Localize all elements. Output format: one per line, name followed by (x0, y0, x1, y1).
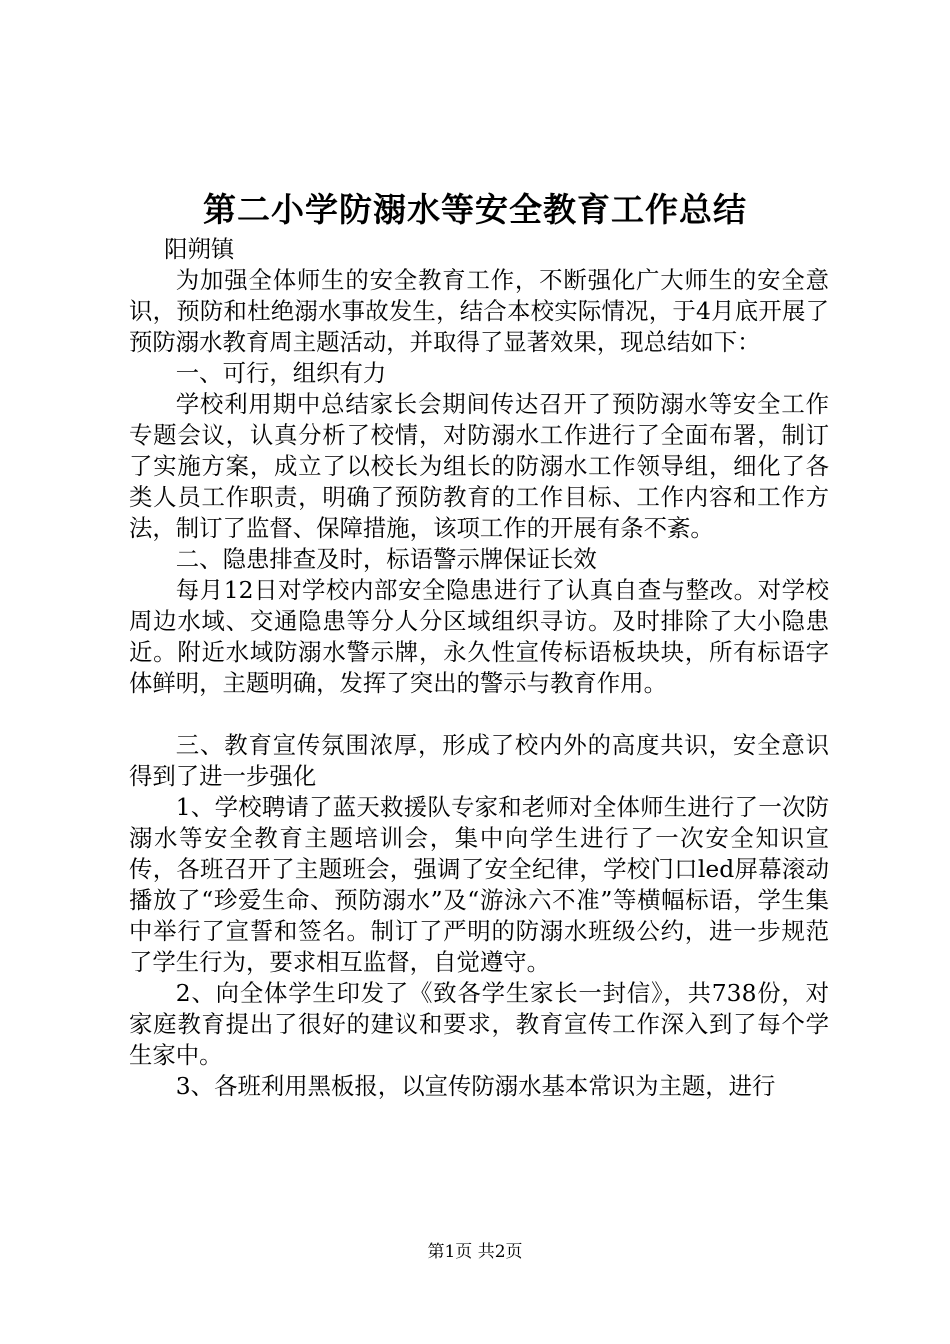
document-body (129, 234, 829, 1102)
section-heading-1: 一、可行，组织有力 (175, 359, 387, 387)
page-number-footer: 第1页 共2页 (427, 1242, 523, 1262)
paragraph-section-2: 每月12日对学校内部安全隐患进行了认真自查与整改。对学校周边水域、交通隐患等分人分区域组织寻访。及时排除了大小隐患近。附近水域防溺水警示牌，永久性宣传标语板块块，所有标语字体鲜明，主题明确，发挥了突出的警示与教育作用。 (129, 576, 829, 697)
paragraph-intro: 为加强全体师生的安全教育工作，不断强化广大师生的安全意识，预防和杜绝溺水事故发生，结合本校实际情况，于4月底开展了预防溺水教育周主题活动，并取得了显著效果，现总结如下： (129, 266, 829, 356)
blank-line (129, 699, 829, 730)
paragraph-item-3: 3、各班利用黑板报，以宣传防溺水基本常识为主题，进行 (175, 1072, 776, 1100)
author-line: 阳朔镇 (164, 235, 235, 263)
section-heading-2: 二、隐患排查及时，标语警示牌保证长效 (175, 545, 597, 573)
paragraph-item-1: 1、学校聘请了蓝天救援队专家和老师对全体师生进行了一次防溺水等安全教育主题培训会，集中向学生进行了一次安全知识宣传，各班召开了主题班会，强调了安全纪律，学校门口led屏幕滚动播放了“珍爱生命、预防溺水”及“游泳六不准”等横幅标语，学生集中举行了宣誓和签名。制订了严明的防溺水班级公约，进一步规范了学生行为，要求相互监督，自觉遵守。 (129, 793, 829, 976)
paragraph-item-2: 2、向全体学生印发了《致各学生家长一封信》，共738份，对家庭教育提出了很好的建议和要求，教育宣传工作深入到了每个学生家中。 (129, 979, 829, 1069)
paragraph-section-1: 学校利用期中总结家长会期间传达召开了预防溺水等安全工作专题会议，认真分析了校情，对防溺水工作进行了全面布署，制订了实施方案，成立了以校长为组长的防溺水工作领导组，细化了各类人员工作职责，明确了预防教育的工作目标、工作内容和工作方法，制订了监督、保障措施，该项工作的开展有条不紊。 (129, 390, 829, 542)
section-heading-3: 三、教育宣传氛围浓厚，形成了校内外的高度共识，安全意识得到了进一步强化 (129, 731, 829, 790)
document-title: 第二小学防溺水等安全教育工作总结 (203, 190, 747, 229)
